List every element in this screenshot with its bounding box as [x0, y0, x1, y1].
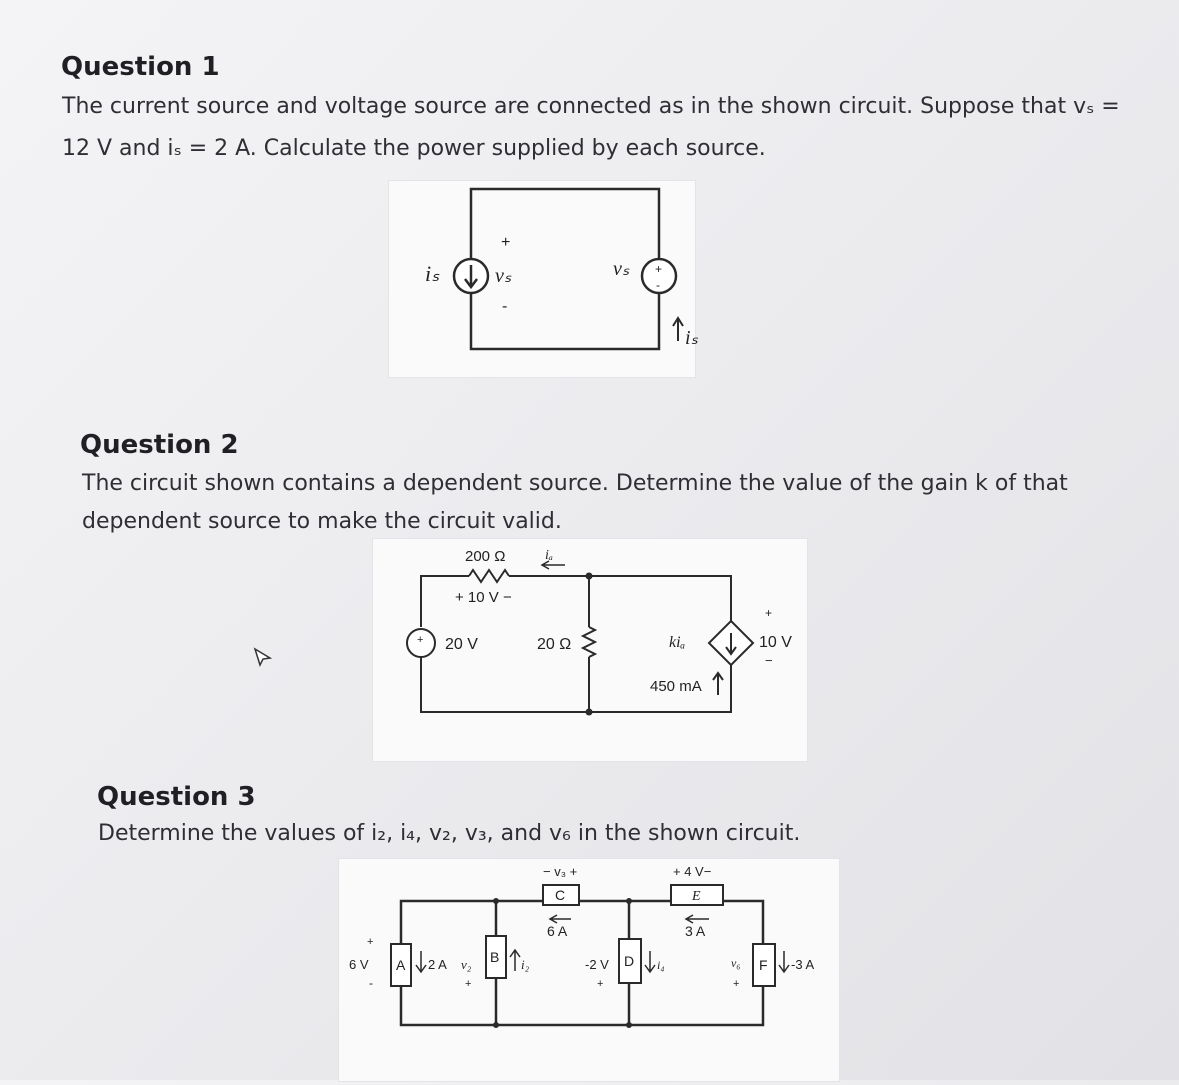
q1-current-arrow-icon	[673, 318, 683, 341]
q2-label-450ma: 450 mA	[650, 678, 702, 695]
q3-label-f: F	[759, 957, 768, 973]
q3-label-c: C	[555, 887, 566, 903]
q3-b-plus: +	[465, 978, 472, 990]
q3-neg3a-arrow-icon	[779, 951, 789, 972]
question2-line1: The circuit shown contains a dependent source. Determine the value of the gain k of that	[82, 471, 1068, 496]
question3-line1: Determine the values of i₂, i₄, v₂, v₃, and v₆ in the shown circuit.	[98, 821, 801, 846]
q3-2a-arrow-icon	[416, 951, 426, 972]
q2-node-top	[586, 573, 593, 580]
question1-line2: 12 V and iₛ = 2 A. Calculate the power supplied by each source.	[62, 136, 766, 161]
q1-vs-source-label: vₛ	[613, 258, 630, 280]
q3-label-2a: 2 A	[428, 957, 447, 972]
q1-vsrc-plus: +	[655, 262, 663, 276]
q3-node-2	[626, 898, 632, 904]
q2-node-bottom	[586, 709, 593, 716]
q3-label-4v: + 4 V−	[673, 864, 712, 879]
q3-wire-top-left	[401, 901, 543, 944]
q3-label-e: E	[692, 889, 701, 904]
q1-is-label: iₛ	[425, 261, 440, 286]
q2-label-20ohm: 20 Ω	[537, 636, 572, 653]
q3-node-4	[626, 1022, 632, 1028]
q3-label-6v: 6 V	[349, 957, 369, 972]
q2-wire-top	[509, 576, 731, 627]
q3-3a-arrow-icon	[686, 915, 709, 923]
q3-node-3	[493, 1022, 499, 1028]
q3-label-v2: v₂	[461, 957, 472, 972]
question1-circuit-panel	[388, 180, 699, 378]
question3-circuit	[339, 859, 839, 1081]
q3-label-i4: i₄	[657, 958, 665, 972]
q2-label-20v: 20 V	[445, 636, 478, 653]
q3-d-plus: +	[597, 978, 604, 990]
q3-label-a: A	[396, 957, 406, 973]
question2-line2: dependent source to make the circuit valid.	[82, 509, 562, 534]
q3-label-v6: v₆	[731, 956, 741, 970]
question3-circuit-panel	[338, 858, 840, 1082]
q3-wire-bottom	[401, 986, 763, 1025]
q2-label-minus-right: −	[765, 653, 773, 668]
q3-label-i2: i₂	[521, 957, 530, 972]
q2-label-ia: iₐ	[545, 548, 553, 563]
q1-minus-left: -	[502, 298, 508, 315]
q3-i2-arrow-icon	[510, 950, 520, 971]
q2-src-plus: +	[417, 634, 424, 646]
q3-6a-arrow-icon	[550, 915, 571, 923]
q3-i4-arrow-icon	[645, 951, 655, 972]
q3-label-neg3a: -3 A	[791, 957, 815, 972]
question2-circuit	[373, 539, 807, 761]
q3-a-plus: +	[367, 936, 374, 948]
question2-title: Question 2	[80, 430, 239, 460]
q3-node-1	[493, 898, 499, 904]
q2-label-200: 200 Ω	[465, 548, 506, 565]
q3-label-6a: 6 A	[547, 923, 568, 939]
q3-f-plus: +	[733, 978, 740, 990]
q3-a-minus: -	[369, 976, 373, 990]
q3-label-b: B	[490, 949, 500, 965]
question2-circuit-panel	[372, 538, 808, 762]
q3-wire-top-right	[697, 901, 763, 944]
q2-label-plus-right: +	[765, 606, 773, 620]
q2-resistor-200-icon	[469, 570, 509, 582]
q3-label-v3: − v₃ +	[543, 864, 578, 879]
q1-wire-top	[471, 189, 659, 259]
q2-450ma-arrow-icon	[713, 673, 723, 695]
q2-resistor-20-icon	[583, 627, 595, 657]
q2-label-kia: kiₐ	[669, 634, 686, 651]
question1-title: Question 1	[61, 52, 220, 82]
question3-title: Question 3	[97, 782, 256, 812]
q1-vs-across-label: vₛ	[495, 265, 512, 287]
q1-vsrc-minus: -	[656, 278, 660, 292]
q3-label-d: D	[624, 953, 635, 969]
q1-wire-bottom	[471, 293, 659, 349]
q1-plus-left: +	[501, 234, 511, 251]
q1-is-arrow-label: iₛ	[685, 327, 699, 349]
question1-line1: The current source and voltage source are connected as in the shown circuit. Suppose that vₛ =	[62, 94, 1120, 119]
q2-label-10v-right: 10 V	[759, 634, 792, 651]
q2-label-10v-drop: + 10 V −	[455, 589, 512, 606]
mouse-cursor-icon	[252, 646, 274, 668]
q2-ia-arrow-icon	[542, 561, 565, 569]
question1-circuit	[389, 181, 699, 377]
q3-label-3a: 3 A	[685, 923, 706, 939]
current-source-symbol	[454, 259, 488, 293]
q3-label-neg2v: -2 V	[585, 957, 609, 972]
